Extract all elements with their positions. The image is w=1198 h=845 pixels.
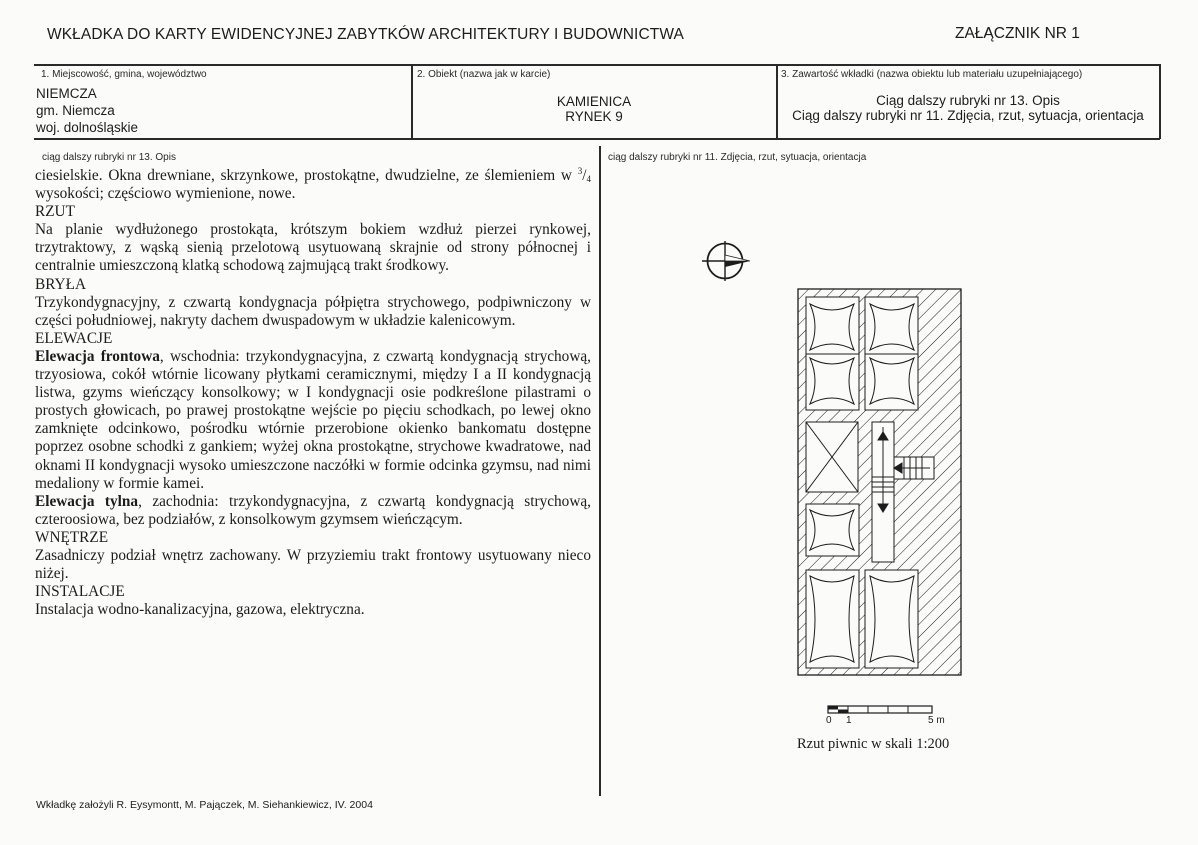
contents-line-2: Ciąg dalszy rubryki nr 11. Zdjęcia, rzut, sytuacja, orientacja [792,108,1144,123]
heading-instalacje: INSTALACJE [35,583,125,601]
heading-wnetrze: WNĘTRZE [35,528,109,546]
paragraph-rear-elevation: Elewacja tylna, zachodnia: trzykondygnacyjna, z czwartą kondygnacją strychową, czteroosiowa, bez podziałów, z konsolkowym gzymsem wieńczącym. [35,492,591,528]
description-text [35,167,591,619]
column-divider [599,146,601,796]
paragraph-bryla: Trzykondygnacyjny, z czwartą kondygnacja półpiętra strychowego, podpiwniczony w części południowej, nakryty dachem dwuspadowym w układzie kalenicowym. [35,293,591,329]
north-arrow-icon [700,238,754,284]
contents-label: 3. Zawartość wkładki (nazwa obiektu lub materiału uzupełniającego) [781,69,1083,80]
authors-footer: Wkładkę założyli R. Eysymontt, M. Pajączek, M. Siehankiewicz, IV. 2004 [36,799,373,811]
document-title: WKŁADKA DO KARTY EWIDENCYJNEJ ZABYTKÓW ARCHITEKTURY I BUDOWNICTWA [47,26,684,43]
scale-label-1: 1 [846,715,852,726]
scale-label-5m: 5 m [928,715,945,726]
table-bottom-border [34,138,1160,140]
scale-label-0: 0 [826,715,832,726]
paragraph-front-elevation: Elewacja frontowa, wschodnia: trzykondygnacyjna, z czwartą kondygnacją strychową, trzyosiowa, cokół wtórnie licowany płytkami ceramicznymi, między I a II kondygnacją listwa, gzyms wieńczący konsolkowy; w I kondygnacji osie podkreślone pilastrami o prostych głowicach, po prawej prostokątne wejście po pięciu schodkach, po lewej okno zamknięte odcinkowo, pośrodku wtórnie przerobione okienko bankomatu dostępne poprzez osobne schodki z gankiem; wyżej okna prostokątne, strychowe kwadratowe, nad oknami II kondygnacji wysoko umieszczone naczółki w formie odcinka gzymsu, nad nimi medaliony w formie kamei. [35,347,591,492]
locality-province: woj. dolnośląskie [36,120,139,135]
paragraph-windows: ciesielskie. Okna drewniane, skrzynkowe, prostokątne, dwudzielne, ze ślemieniem w $^3/_4$ wysokości; częściowo wymienione, nowe. [35,166,591,203]
table-top-border [34,64,1160,66]
locality-town: NIEMCZA [36,86,97,101]
right-column-label: ciąg dalszy rubryki nr 11. Zdjęcia, rzut, sytuacja, orientacja [608,152,867,163]
object-address: RYNEK 9 [565,109,623,124]
contents-line-1: Ciąg dalszy rubryki nr 13. Opis [876,93,1060,108]
object-name: KAMIENICA [556,94,632,109]
locality-label: 1. Miejscowość, gmina, województwo [41,69,207,80]
left-column-label: ciąg dalszy rubryki nr 13. Opis [42,152,176,163]
paragraph-rzut: Na planie wydłużonego prostokąta, krótszym bokiem wzdłuż pierzei rynkowej, trzytraktowy, z wąską sienią przelotową usytuowaną skrajnie od strony północnej i centralnie umieszczoną klatką schodową zajmującą trakt środkowy. [35,221,591,275]
cellar-rooms-middle [806,504,859,556]
table-right-border [1159,64,1161,139]
plan-caption: Rzut piwnic w skali 1:200 [797,736,950,752]
paragraph-instalacje: Instalacja wodno-kanalizacyjna, gazowa, elektryczna. [35,601,365,619]
object-label: 2. Obiekt (nazwa jak w karcie) [417,69,551,80]
paragraph-wnetrze: Zasadniczy podział wnętrz zachowany. W przyziemiu trakt frontowy usytuowany nieco niżej. [35,546,591,583]
heading-bryla: BRYŁA [35,275,86,293]
locality-commune: gm. Niemcza [36,103,115,118]
heading-elewacje: ELEWACJE [35,329,113,347]
heading-rzut: RZUT [35,203,75,221]
attachment-number: ZAŁĄCZNIK NR 1 [955,25,1080,42]
cellar-floor-plan [790,282,970,682]
